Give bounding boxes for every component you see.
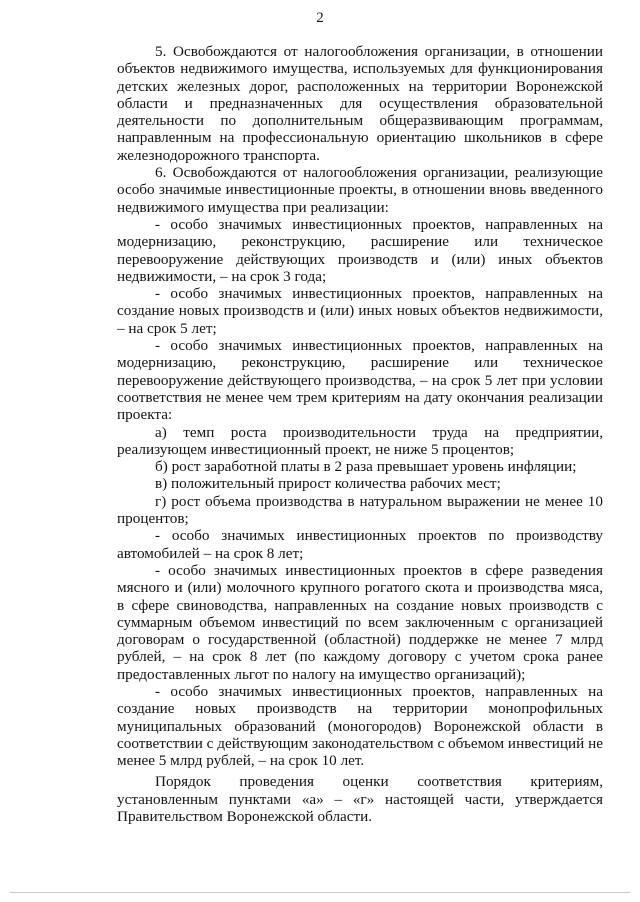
list-item-modernization-3-years: - особо значимых инвестиционных проектов, направленных на модернизацию, реконструкцию, расширение или техническое перевооружение действующих производств и (или) иных объектов недвижимости, – на срок 3 года; [117,215,603,285]
scan-edge-line [10,892,630,893]
list-item-monotowns-10-years: - особо значимых инвестиционных проектов, направленных на создание новых производств на территории монопрофильных муниципальных образований (моногородов) Воронежской области в соответствии с действующим законодательством с объемом инвестиций не менее 5 млрд рублей, – на срок 10 лет. [117,682,603,770]
list-item-livestock-8-years: - особо значимых инвестиционных проектов в сфере разведения мясного и (или) молочного крупного рогатого скота и производства мяса, в сфере свиноводства, направленных на создание новых производств с суммарным объемом инвестиций по всем заключенным с организацией договорам о государственной (областной) поддержке не менее 7 млрд рублей, – на срок 8 лет (по каждому договору с учетом срока ранее предоставленных льгот по налогу на имущество организаций); [117,561,603,683]
page-number: 2 [316,10,324,26]
paragraph-clause-6: 6. Освобождаются от налогообложения организации, реализующие особо значимые инвестиционные проекты, в отношении вновь введенного недвижимого имущества при реализации: [117,164,603,216]
paragraph-clause-5: 5. Освобождаются от налогообложения организации, в отношении объектов недвижимого имущества, используемых для функционирования детских железных дорог, расположенных на территории Воронежской области и предназначенных для осуществления образовательной деятельности по дополнительным общеразвивающим программам, направленным на профессиональную ориентацию школьников в сфере железнодорожного транспорта. [117,43,603,164]
paragraph-assessment-procedure: Порядок проведения оценки соответствия критериям, установленным пунктами «а» – «г» настоящей части, утверждается Правительством Воронежской области. [117,773,603,826]
list-item-new-production-5-years: - особо значимых инвестиционных проектов, направленных на создание новых производств и (или) иных новых объектов недвижимости, – на срок 5 лет; [117,285,603,337]
criterion-b: б) рост заработной платы в 2 раза превышает уровень инфляции; [155,458,577,476]
criterion-c: в) положительный прирост количества рабочих мест; [155,475,501,493]
criterion-d: г) рост объема производства в натуральном выражении не менее 10 процентов; [117,492,603,528]
criterion-a: а) темп роста производительности труда на предприятии, реализующем инвестиционный проект, не ниже 5 процентов; [117,423,603,458]
list-item-modernization-5-years: - особо значимых инвестиционных проектов, направленных на модернизацию, реконструкцию, расширение или техническое перевооружение действующего производства, – на срок 5 лет при условии соответствия не менее чем трем критериям на дату окончания реализации проекта: [117,337,603,424]
list-item-automobiles-8-years: - особо значимых инвестиционных проектов по производству автомобилей – на срок 8 лет; [117,527,603,562]
document-body [117,43,603,825]
